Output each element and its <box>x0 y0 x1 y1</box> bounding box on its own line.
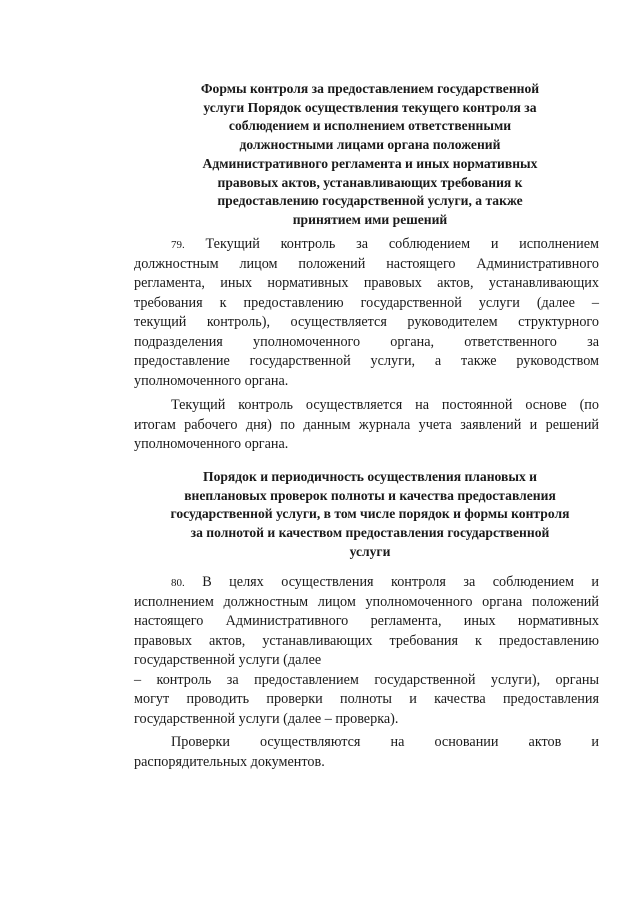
text-line: Проверки осуществляются на основании актов и <box>171 734 599 750</box>
text-line: уполномоченного органа. <box>134 436 289 452</box>
text-line: исполнением должностным лицом уполномоченного органа положений <box>134 593 599 610</box>
text-line: подразделения уполномоченного органа, ответственного за <box>134 333 599 350</box>
item-number: 80. <box>171 577 185 589</box>
text-line: регламента, иных нормативных правовых актов, устанавливающих <box>134 275 599 291</box>
text-line: 79. Текущий контроль за соблюдением и исполнением <box>171 236 599 252</box>
section-heading-inspections <box>130 468 610 562</box>
heading-line: внеплановых проверок полноты и качества предоставления <box>184 487 556 503</box>
heading-line: должностными лицами органа положений <box>239 137 501 153</box>
heading-line: правовых актов, устанавливающих требования к <box>217 174 523 190</box>
text-line: – контроль за предоставлением государственной услуги), органы <box>134 671 599 688</box>
heading-line: Порядок и периодичность осуществления плановых и <box>203 469 537 484</box>
heading-line: предоставлению государственной услуги, а также <box>217 193 523 209</box>
text-line: распорядительных документов. <box>134 753 325 770</box>
text-line: 80. В целях осуществления контроля за соблюдением и <box>171 574 599 590</box>
text-line: Текущий контроль осуществляется на постоянной основе (по <box>171 397 599 413</box>
heading-line: услуги Порядок осуществления текущего контроля за <box>203 99 537 115</box>
heading-line: соблюдением и исполнением ответственными <box>228 118 512 134</box>
text-line: настоящего Административного регламента, иных нормативных <box>134 613 599 629</box>
paragraph-inspection-basis <box>134 733 599 772</box>
text-line: текущий контроль), осуществляется руководителем структурного <box>134 314 599 330</box>
paragraph-item-79 <box>134 235 599 391</box>
paragraph-current-control-basis <box>134 396 599 455</box>
heading-line: услуги <box>349 543 391 559</box>
heading-line: Формы контроля за предоставлением государственной <box>200 81 540 96</box>
text-line: государственной услуги (далее – проверка). <box>134 710 399 727</box>
heading-line: принятием ими решений <box>292 211 448 227</box>
text-line: государственной услуги (далее <box>134 652 322 668</box>
section-heading-control-forms <box>130 80 610 230</box>
item-number: 79. <box>171 239 185 251</box>
text-line: правовых актов, устанавливающих требования к предоставлению <box>134 632 599 649</box>
text-line: могут проводить проверки полноты и качества предоставления <box>134 691 599 707</box>
text-line: предоставление государственной услуги, а также руководством <box>134 353 599 369</box>
paragraph-item-80 <box>134 573 599 729</box>
heading-line: государственной услуги, в том числе порядок и формы контроля <box>170 506 570 522</box>
heading-line: за полнотой и качеством предоставления государственной <box>190 525 550 541</box>
text-line: должностным лицом положений настоящего Административного <box>134 255 599 272</box>
text-line: требования к предоставлению государственной услуги (далее – <box>134 294 599 311</box>
text-line: уполномоченного органа. <box>134 372 289 389</box>
heading-line: Административного регламента и иных нормативных <box>202 155 538 171</box>
text-line: итогам рабочего дня) по данным журнала учета заявлений и решений <box>134 416 599 433</box>
